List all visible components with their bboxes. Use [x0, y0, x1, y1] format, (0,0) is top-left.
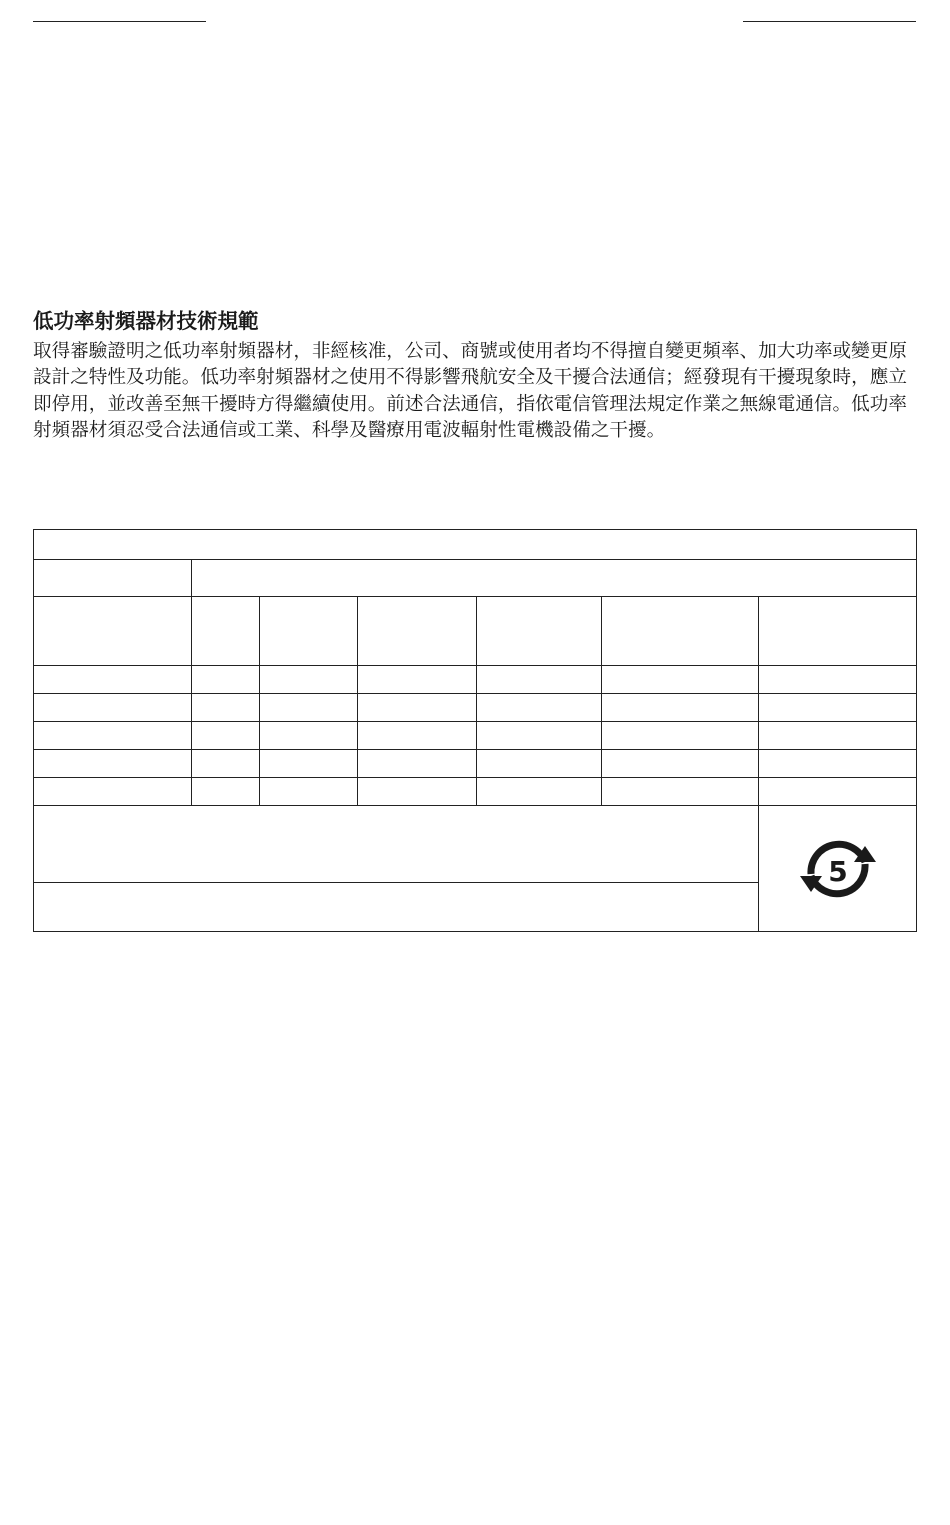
table-cell [358, 722, 477, 750]
table-cell [477, 778, 602, 806]
table-cell [602, 722, 759, 750]
column-header-cell [260, 597, 358, 666]
header-rule-left [33, 21, 206, 22]
column-header-cell [477, 597, 602, 666]
table-row [34, 722, 917, 750]
epup-5-recycle-icon [759, 832, 916, 906]
table-cell [759, 722, 917, 750]
table-cell [477, 694, 602, 722]
table-cell [34, 666, 192, 694]
column-header-cell [358, 597, 477, 666]
substances-header-cell [192, 560, 917, 597]
table-cell [358, 778, 477, 806]
rf-regulation-section [33, 307, 917, 445]
column-header-cell [759, 597, 917, 666]
table-title-row [34, 530, 917, 560]
table-cell [192, 694, 260, 722]
column-header-cell [192, 597, 260, 666]
rf-regulation-body: 取得審驗證明之低功率射頻器材，非經核准，公司、商號或使用者均不得擅自變更頻率、加大功率或變更原設計之特性及功能。低功率射頻器材之使用不得影響飛航安全及干擾合法通信；經發現有干擾現象時，應立即停用，並改善至無干擾時方得繼續使用。前述合法通信，指依電信管理法規定作業之無線電通信。低功率射頻器材須忍受合法通信或工業、科學及醫療用電波輻射性電機設備之干擾。 [33, 341, 907, 442]
epup-number: 5 [827, 854, 848, 888]
table-row [34, 694, 917, 722]
table-note-cell [34, 806, 759, 883]
table-cell [602, 778, 759, 806]
table-row [34, 750, 917, 778]
hazardous-substance-table-wrap [33, 529, 916, 935]
table-cell [358, 694, 477, 722]
table-cell [34, 694, 192, 722]
table-cell [192, 750, 260, 778]
table-cell [602, 750, 759, 778]
table-cell [358, 750, 477, 778]
table-cell [602, 694, 759, 722]
table-cell [477, 750, 602, 778]
table-cell [192, 722, 260, 750]
table-cell [358, 666, 477, 694]
table-cell [759, 778, 917, 806]
table-title-cell [34, 530, 917, 560]
table-cell [260, 778, 358, 806]
table-note-row [34, 806, 917, 883]
part-name-header-cell [34, 560, 192, 597]
table-cell [759, 694, 917, 722]
table-row [34, 666, 917, 694]
table-cell [34, 778, 192, 806]
column-header-cell [34, 597, 192, 666]
table-cell [477, 666, 602, 694]
table-cell [192, 666, 260, 694]
table-row [34, 778, 917, 806]
table-cell [260, 694, 358, 722]
table-cell [759, 666, 917, 694]
epup-logo-cell [759, 806, 917, 932]
table-cell [260, 722, 358, 750]
table-column-header-row [34, 597, 917, 666]
table-cell [260, 750, 358, 778]
table-subheader-row [34, 560, 917, 597]
column-header-cell [602, 597, 759, 666]
table-note-cell [34, 883, 759, 932]
table-cell [34, 722, 192, 750]
hazardous-substance-table [33, 529, 917, 932]
table-cell [34, 750, 192, 778]
table-cell [477, 722, 602, 750]
rf-regulation-title: 低功率射頻器材技術規範 [33, 309, 259, 333]
table-cell [260, 666, 358, 694]
table-cell [602, 666, 759, 694]
header-rule-right [743, 21, 916, 22]
table-cell [759, 750, 917, 778]
table-cell [192, 778, 260, 806]
